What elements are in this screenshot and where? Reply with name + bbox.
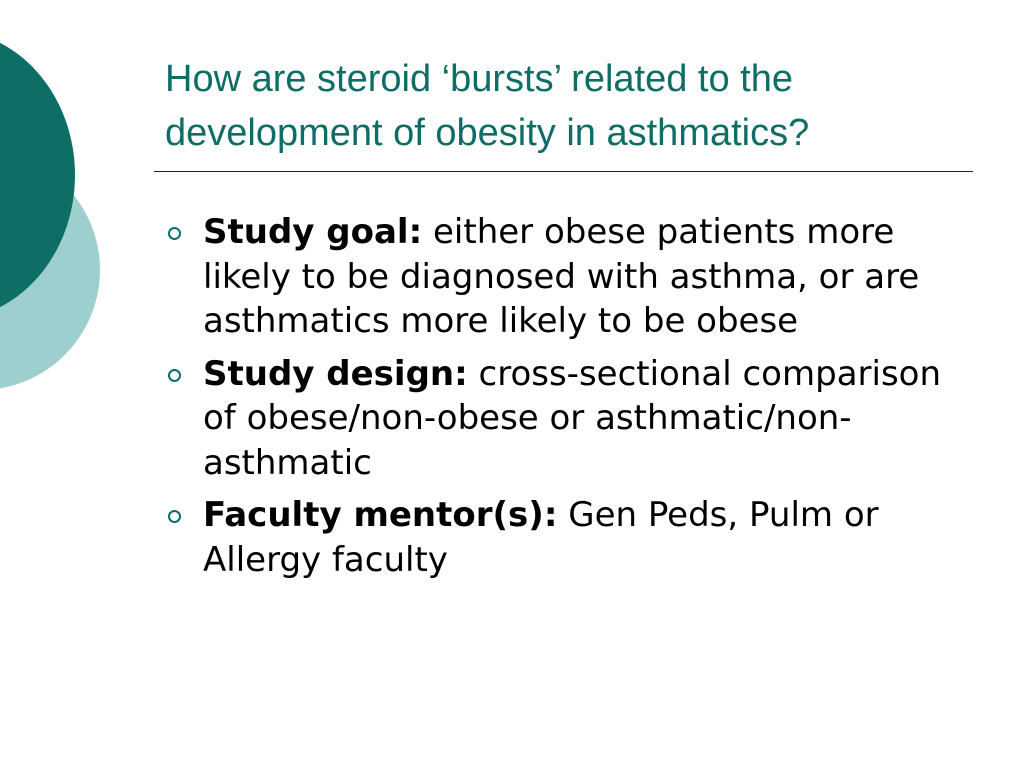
bullet-item-faculty-mentor — [165, 493, 965, 582]
bullet-circle-icon — [168, 510, 181, 523]
bullet-text: Gen Peds, Pulm or Allergy faculty — [203, 495, 879, 580]
bullet-text: cross-sectional comparison of obese/non-obese or asthmatic/non-asthmatic — [203, 353, 942, 483]
bullet-list — [165, 210, 965, 590]
bullet-circle-icon — [168, 227, 181, 240]
bullet-item-study-design — [165, 352, 965, 486]
bullet-circle-icon — [168, 369, 181, 382]
bullet-item-study-goal — [165, 210, 965, 344]
bullet-text: either obese patients more likely to be diagnosed with asthma, or are asthmatics more likely to be obese — [203, 212, 920, 341]
slide-title-line-1: How are steroid ‘bursts’ related to the — [165, 58, 794, 100]
bullet-label: Study goal: — [203, 212, 423, 252]
slide-title-line-2: development of obesity in asthmatics? — [165, 112, 810, 154]
slide-title — [165, 52, 985, 160]
bullet-label: Study design: — [203, 353, 468, 394]
bullet-label: Faculty mentor(s): — [203, 495, 558, 535]
title-divider — [154, 171, 973, 172]
